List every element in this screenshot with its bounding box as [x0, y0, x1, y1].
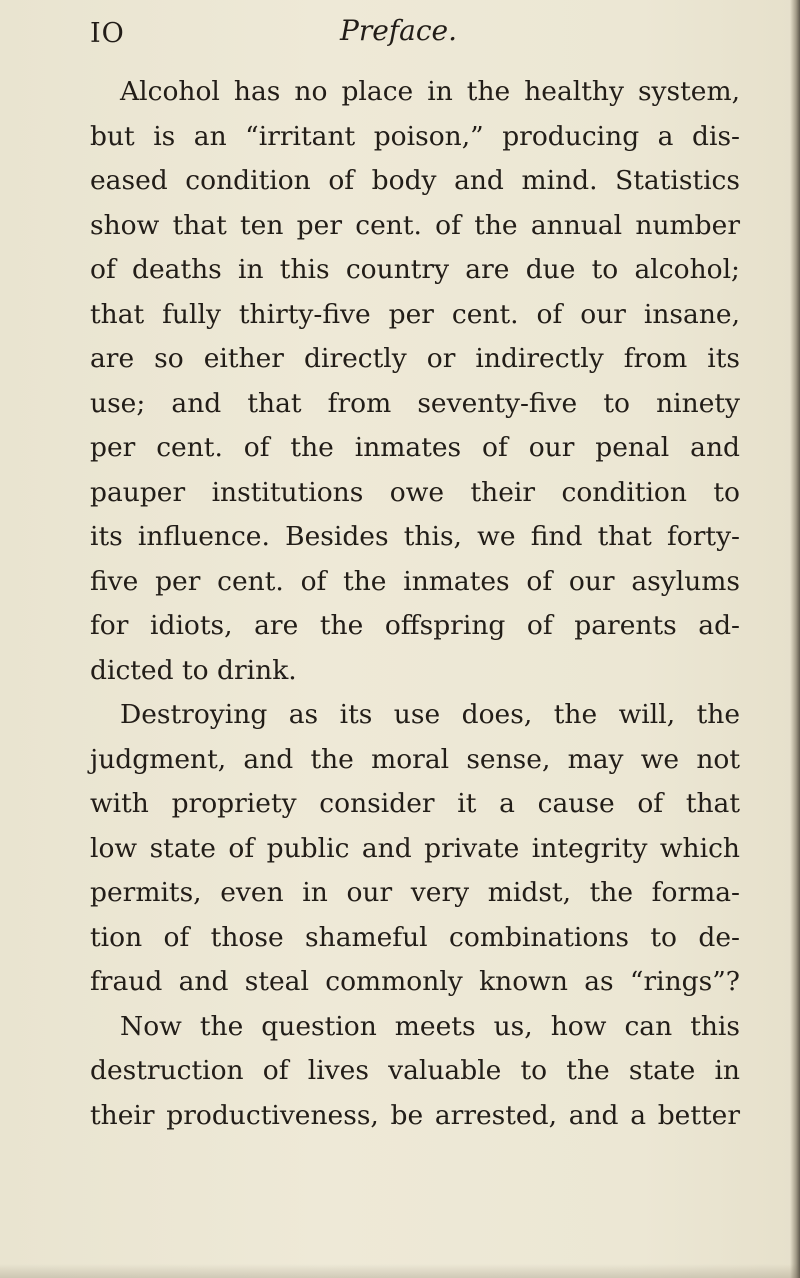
page-bottom-shadow — [0, 1264, 800, 1278]
text-line: tion of those shameful combinations to de- — [90, 921, 740, 953]
text-line: destruction of lives valuable to the state in — [90, 1055, 740, 1086]
text-line: Alcohol has no place in the healthy system, — [120, 76, 740, 107]
text-line: per cent. of the inmates of our penal and — [90, 432, 740, 463]
text-line: use; and that from seventy-five to ninety — [90, 387, 740, 419]
running-title: Preface. — [340, 14, 458, 47]
text-line: of deaths in this country are due to alcohol; — [90, 254, 740, 285]
text-line: low state of public and private integrity which — [90, 832, 740, 864]
text-line: dicted to drink. — [90, 654, 297, 686]
body-text — [90, 70, 740, 1138]
text-line: that fully thirty-five per cent. of our insane, — [90, 298, 740, 330]
page-edge-shadow — [790, 0, 800, 1278]
text-line: judgment, and the moral sense, may we not — [90, 743, 740, 775]
text-line: five per cent. of the inmates of our asylums — [90, 565, 740, 597]
page-number: IO — [90, 18, 125, 49]
text-line: its influence. Besides this, we find that forty- — [90, 521, 740, 552]
text-line: fraud and steal commonly known as “rings”? — [90, 966, 740, 997]
text-line: show that ten per cent. of the annual number — [90, 209, 740, 241]
page-header — [90, 14, 730, 54]
text-line: their productiveness, be arrested, and a better — [90, 1099, 740, 1131]
text-line: eased condition of body and mind. Statistics — [90, 165, 740, 196]
text-line: Now the question meets us, how can this — [120, 1010, 740, 1042]
text-line: permits, even in our very midst, the forma- — [90, 877, 740, 908]
text-line: Destroying as its use does, the will, the — [120, 699, 740, 730]
text-line: with propriety consider it a cause of that — [90, 788, 740, 819]
text-line: are so either directly or indirectly from its — [90, 343, 740, 374]
text-line: but is an “irritant poison,” producing a dis- — [90, 120, 740, 152]
text-line: for idiots, are the offspring of parents ad- — [90, 610, 740, 641]
text-line: pauper institutions owe their condition to — [90, 476, 740, 508]
